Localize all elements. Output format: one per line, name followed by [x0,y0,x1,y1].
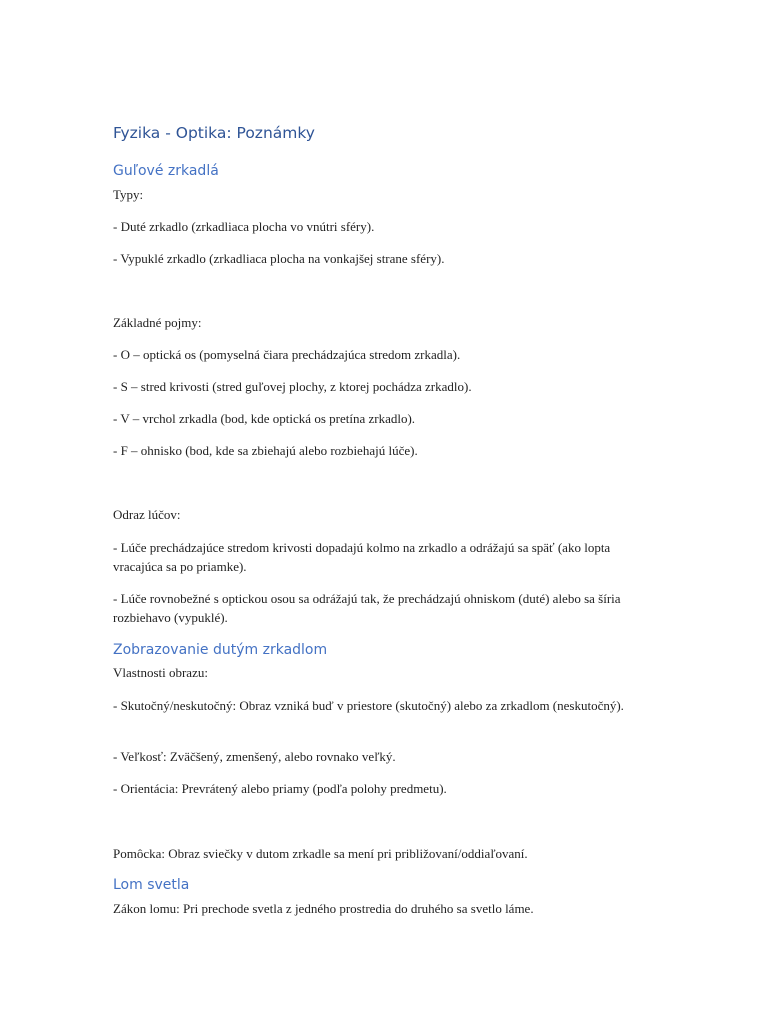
paragraph-convex-mirror: - Vypuklé zrkadlo (zrkadliaca plocha na vonkajšej strane sféry). [113,251,445,266]
section-heading-concave-imaging: Zobrazovanie dutým zrkadlom [113,642,328,658]
paragraph-basic-optical-axis: - O – optická os (pomyselná čiara prechádzajúca stredom zrkadla). [113,347,461,362]
paragraph-reflection-center: - Lúče prechádzajúce stredom krivosti dopadajú kolmo na zrkadlo a odrážajú sa späť (ako lopta vracajúca sa po priamke). [113,540,611,574]
paragraph-property-orientation: - Orientácia: Prevrátený alebo priamy (podľa polohy predmetu). [113,781,447,796]
document-title: Fyzika - Optika: Poznámky [113,124,315,142]
section-heading-spherical-mirrors: Guľové zrkadlá [113,163,219,179]
paragraph-basic-focus: - F – ohnisko (bod, kde sa zbiehajú alebo rozbiehajú lúče). [113,443,418,458]
paragraph-reflection-parallel: - Lúče rovnobežné s optickou osou sa odrážajú tak, že prechádzajú ohniskom (duté) alebo sa šíria rozbiehavo (vypuklé). [113,591,621,625]
paragraph-refraction-law: Zákon lomu: Pri prechode svetla z jedného prostredia do druhého sa svetlo láme. [113,901,534,916]
paragraph-basics-label: Základné pojmy: [113,315,202,330]
paragraph-reflection-label: Odraz lúčov: [113,507,181,522]
paragraph-basic-vertex: - V – vrchol zrkadla (bod, kde optická os pretína zrkadlo). [113,411,416,426]
paragraph-property-real-virtual: - Skutočný/neskutočný: Obraz vzniká buď v priestore (skutočný) alebo za zrkadlom (neskutočný). [113,698,624,713]
paragraph-types-label: Typy: [113,187,144,202]
section-heading-refraction: Lom svetla [113,877,190,893]
paragraph-basic-center-of-curvature: - S – stred krivosti (stred guľovej plochy, z ktorej pochádza zrkadlo). [113,379,472,394]
paragraph-property-size: - Veľkosť: Zväčšený, zmenšený, alebo rovnako veľký. [113,749,396,764]
paragraph-hint: Pomôcka: Obraz sviečky v dutom zrkadle sa mení pri približovaní/oddiaľovaní. [113,846,528,861]
paragraph-concave-mirror: - Duté zrkadlo (zrkadliaca plocha vo vnútri sféry). [113,219,375,234]
paragraph-image-properties-label: Vlastnosti obrazu: [113,665,208,680]
